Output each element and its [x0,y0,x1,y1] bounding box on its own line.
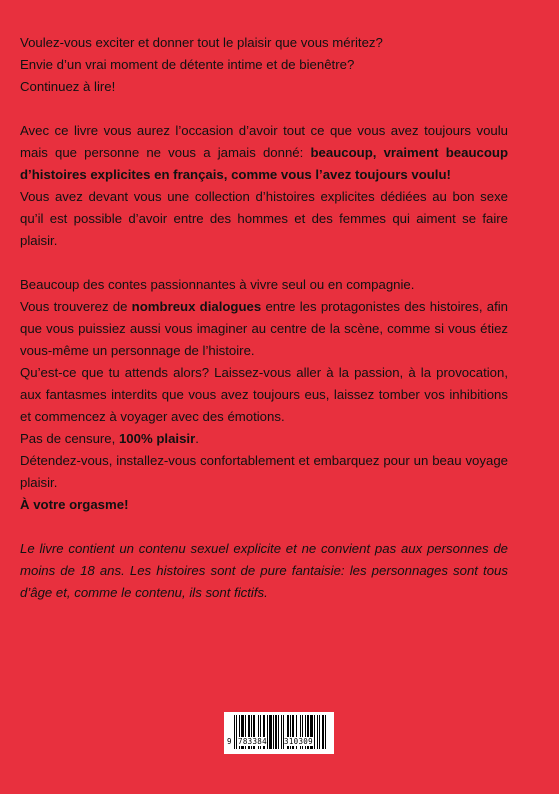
barcode-bar [325,715,326,749]
paragraph-stories: Beaucoup des contes passionnantes à vivre seul ou en compagnie. [20,277,415,292]
barcode-bar [269,715,272,749]
intro-line-1: Voulez-vous exciter et donner tout le plaisir que vous méritez? [20,35,383,50]
paragraph-censure [20,428,508,450]
paragraph-relax: Détendez-vous, installez-vous confortablement et embarquez pour un beau voyage plaisir. [20,453,508,490]
dialogues-post: entre les protagonistes des histoires, afin que vous puissiez aussi vous imaginer au centre de la scène, comme si vous étiez vous-même un personnage de l’histoire. [20,299,509,358]
barcode-bar [322,715,324,749]
barcode-group-left: 783384 [238,737,267,746]
back-cover-text [20,32,508,604]
intro-line-3: Continuez à lire! [20,79,116,94]
barcode-bar [236,715,237,749]
barcode-bar [278,715,279,749]
paragraph-dialogues [20,296,508,362]
barcode-bar [319,715,320,749]
dialogues-pre: Vous trouverez de [20,299,132,314]
censure-pre: Pas de censure, [20,431,119,446]
paragraph-question: Qu’est-ce que tu attends alors? Laissez-vous aller à la passion, à la provocation, aux fantasmes interdits que vous avez toujours eus, laissez tomber vos inhibitions et commencez à voyager avec des émotions. [20,365,508,424]
paragraph-book-offer [20,120,508,186]
censure-post: . [195,431,199,446]
offer-bold-text: beaucoup, vraiment beaucoup d’histoires explicites en français, comme vous l’avez toujours voulu! [20,145,508,182]
barcode-bar [275,715,277,749]
barcode-bar [317,715,318,749]
intro-line-2: Envie d’un vrai moment de détente intime et de bienêtre? [20,57,355,72]
disclaimer: Le livre contient un contenu sexuel explicite et ne convient pas aux personnes de moins de 18 ans. Les histoires sont de pure fantaisie: les personnages sont tous d’âge et, comme le contenu, ils sont fictifs. [20,541,508,600]
dialogues-bold: nombreux dialogues [131,299,262,314]
barcode-bar [267,715,268,749]
barcode-bar [314,715,315,749]
barcode-digit-first: 9 [227,737,232,746]
barcode-group-right: 310309 [284,737,313,746]
barcode-bar [281,715,282,749]
paragraph-collection: Vous avez devant vous une collection d’histoires explicites dédiées au bon sexe qu’il est possible d’avoir entre des hommes et des femmes qui aiment se faire plaisir. [20,189,508,248]
isbn-barcode [224,712,334,754]
barcode-bar [234,715,235,749]
barcode-bar [273,715,274,749]
paragraph-closing: À votre orgasme! [20,497,129,512]
censure-bold: 100% plaisir [118,431,196,446]
offer-text: Avec ce livre vous aurez l’occasion d’avoir tout ce que vous avez toujours voulu mais que personne ne vous a jamais donné: [20,123,508,160]
